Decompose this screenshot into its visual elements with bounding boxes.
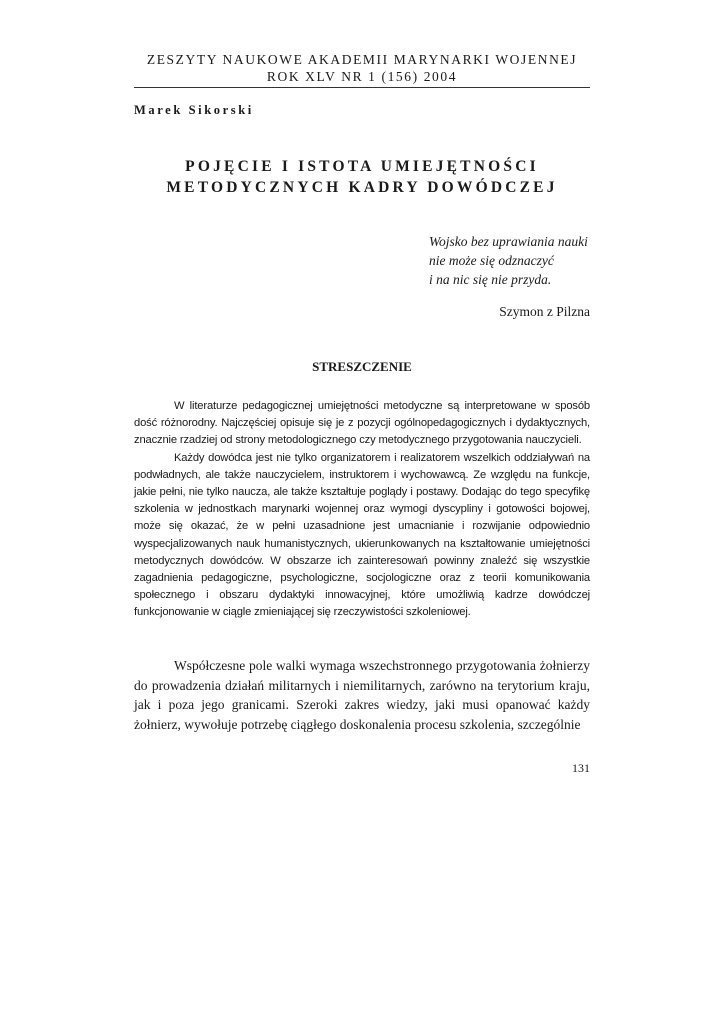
article-title [134, 156, 590, 198]
body-text [134, 656, 590, 734]
abstract-heading: STRESZCZENIE [312, 359, 412, 374]
abstract-paragraph: Każdy dowódca jest nie tylko organizatorem i realizatorem wszelkich oddziaływań na podwładnych, ale także nauczycielem, instruktorem i wychowawcą. Ze względu na funkcje, jakie pełni, nie tylko naucza, ale także kształtuje poglądy i postawy. Dodając do tego specyfikę szkolenia w jednostkach marynarki wojennej oraz wymogi dyscypliny i gotowości bojowej, może się okazać, że w pełni uzasadnione jest umacnianie i rozwijanie odpowiednio wyspecjalizowanych nauk humanistycznych, ukierunkowanych na kształtowanie umiejętności metodycznych dowódców. W obszarze ich zainteresowań powinny znaleźć się wszystkie zagadnienia pedagogiczne, psychologiczne, socjologiczne oraz z teorii komunikowania społecznego i obszaru dydaktyki innowacyjnej, które umożliwią kadrze dowódczej funkcjonowanie w ciągle zmieniającej się rzeczywistości szkoleniowej. [134, 451, 590, 619]
header-divider [134, 87, 590, 88]
journal-issue: ROK XLV NR 1 (156) 2004 [266, 69, 458, 84]
journal-title: ZESZYTY NAUKOWE AKADEMII MARYNARKI WOJENNEJ [146, 52, 578, 67]
title-line-2: METODYCZNYCH KADRY DOWÓDCZEJ [166, 179, 558, 196]
abstract [134, 398, 590, 622]
author-name: Marek Sikorski [134, 103, 254, 117]
epigraph-author: Szymon z Pilzna [499, 304, 590, 319]
page-number: 131 [572, 761, 590, 775]
journal-header [134, 51, 590, 85]
epigraph-line: i na nic się nie przyda. [429, 272, 552, 287]
epigraph-line: Wojsko bez uprawiania nauki [429, 234, 588, 249]
epigraph [429, 232, 588, 289]
body-paragraph: Współczesne pole walki wymaga wszechstronnego przygotowania żołnierzy do prowadzenia działań militarnych i niemilitarnych, zarówno na terytorium kraju, jak i poza jego granicami. Szeroki zakres wiedzy, jaki musi opanować każdy żołnierz, wywołuje potrzebę ciągłego doskonalenia procesu szkolenia, szczególnie [134, 658, 590, 732]
epigraph-line: nie może się odznaczyć [429, 253, 554, 268]
abstract-paragraph: W literaturze pedagogicznej umiejętności metodyczne są interpretowane w sposób dość różnorodny. Najczęściej opisuje się je z pozycji ogólnopedagogicznych i dydaktycznych, znacznie rzadziej od strony metodologicznego czy metodycznego przygotowania nauczycieli. [134, 400, 590, 447]
title-line-1: POJĘCIE I ISTOTA UMIEJĘTNOŚCI [185, 158, 539, 175]
